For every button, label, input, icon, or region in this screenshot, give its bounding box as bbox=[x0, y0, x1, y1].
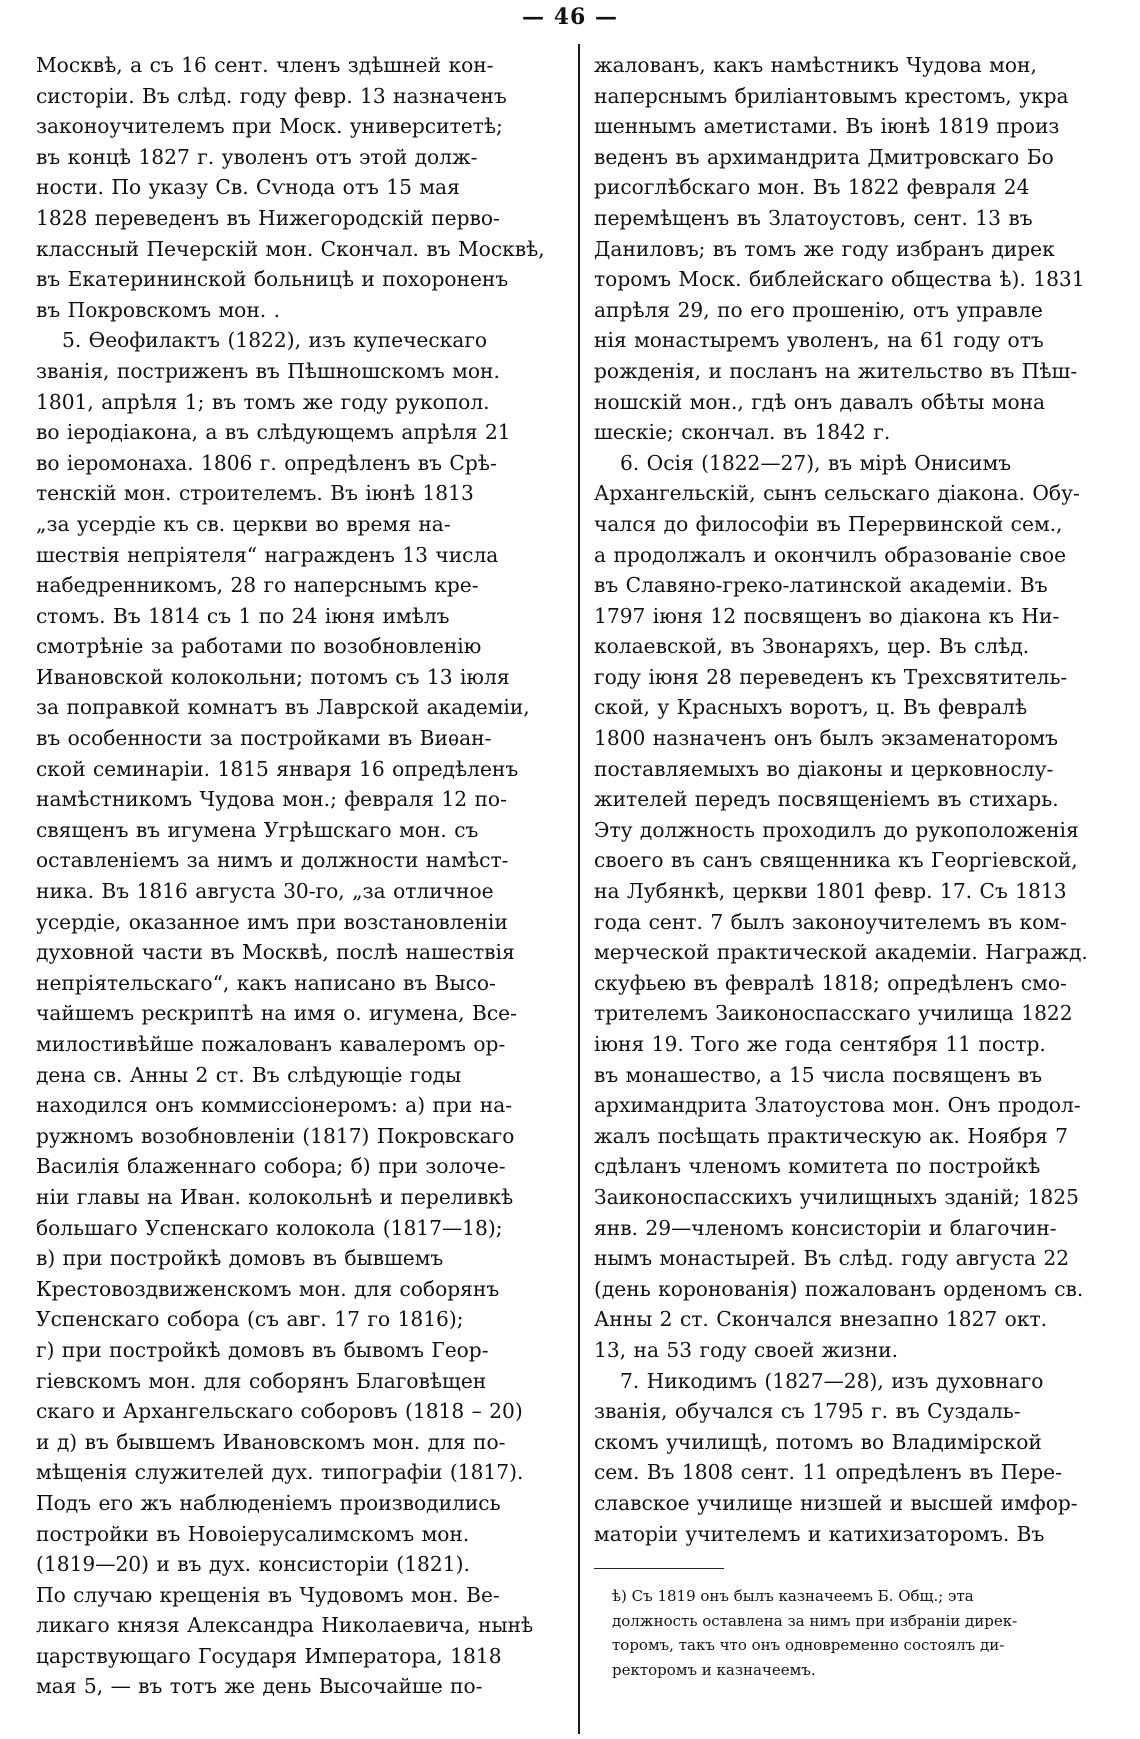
text-line: своего въ санъ священника къ Георгiевской, bbox=[594, 848, 1078, 873]
text-line: колаевской, въ Звонаряхъ, цер. Въ слѣд. bbox=[594, 634, 1030, 659]
text-line: 1801, апрѣля 1; въ томъ же году рукопол. bbox=[36, 389, 490, 414]
text-line: шеннымъ аметистами. Въ iюнѣ 1819 произ bbox=[594, 114, 1060, 139]
text-line: мерческой практической академiи. Награжд. bbox=[594, 940, 1088, 965]
text-line: духовной части въ Москвѣ, послѣ нашествiя bbox=[36, 940, 515, 965]
text-line: шествiя непрiятеля“ награжденъ 13 числа bbox=[36, 542, 499, 567]
text-line: милостивѣйше пожалованъ кавалеромъ ор- bbox=[36, 1032, 506, 1056]
text-line: Эту должность проходилъ до рукоположенiя bbox=[594, 817, 1079, 842]
text-line: за поправкой комнатъ въ Лаврской академiи, bbox=[36, 695, 530, 720]
text-line: архимандрита Златоустова мон. Онъ продол- bbox=[594, 1093, 1081, 1118]
text-line: на Лубянкѣ, церкви 1801 февр. 17. Съ 1813 bbox=[594, 879, 1067, 904]
text-line: iюня 19. Того же года сентября 11 постр. bbox=[594, 1032, 1046, 1056]
text-line: (1819—20) и въ дух. консисторiи (1821). bbox=[36, 1552, 470, 1577]
text-line: торомъ Моск. библейскаго общества ѣ). 1831 bbox=[594, 267, 1085, 292]
text-line: постройки въ Новоiерусалимскомъ мон. bbox=[36, 1521, 470, 1546]
text-line: трителемъ Заиконоспасскаго училища 1822 bbox=[594, 1001, 1073, 1026]
footnote-line: должность оставлена за нимъ при избранiи дирек- bbox=[612, 1611, 1018, 1630]
text-line: Даниловъ; въ томъ же году избранъ дирек bbox=[594, 236, 1055, 261]
text-line: священъ въ игумена Угрѣшскаго мон. съ bbox=[36, 817, 479, 842]
text-line: царствующаго Государя Императора, 1818 bbox=[36, 1643, 502, 1668]
text-line: перемѣщенъ въ Златоустовъ, сент. 13 въ bbox=[594, 205, 1033, 230]
text-line: тенскiй мон. строителемъ. Въ iюнѣ 1813 bbox=[36, 481, 474, 506]
text-line: чайшемъ рескриптѣ на имя о. игумена, Все- bbox=[36, 1001, 517, 1026]
text-line: Ивановской колокольни; потомъ съ 13 iюля bbox=[36, 664, 510, 689]
text-line: нiи главы на Иван. колокольнѣ и переливкѣ bbox=[36, 1184, 514, 1209]
footnotes bbox=[612, 1584, 1132, 1682]
footnote-line: ректоромъ и казначеемъ. bbox=[612, 1660, 816, 1679]
text-line: По случаю крещенiя въ Чудовомъ мон. Ве- bbox=[36, 1582, 500, 1607]
text-line: сдѣланъ членомъ комитета по постройкѣ bbox=[594, 1154, 1041, 1179]
text-line: Москвѣ, а съ 16 сент. членъ здѣшней кон- bbox=[36, 53, 494, 77]
text-line: „за усердiе къ св. церкви во время на- bbox=[36, 511, 451, 536]
text-line: гiевскомъ мон. для соборянъ Благовѣщен bbox=[36, 1368, 487, 1393]
text-line: скаго и Архангельскаго соборовъ (1818 – 20) bbox=[36, 1399, 523, 1424]
page-number: — 46 — bbox=[522, 4, 618, 30]
text-line: скомъ училищѣ, потомъ во Владимiрской bbox=[594, 1429, 1042, 1454]
left-column bbox=[36, 50, 564, 1702]
text-line: 5. Ѳеофилактъ (1822), изъ купеческаго bbox=[62, 328, 488, 353]
text-line: янв. 29—членомъ консисторiи и благочин- bbox=[594, 1215, 1057, 1240]
text-line: непрiятельскаго“, какъ написано въ Высо- bbox=[36, 970, 496, 995]
text-line: 1800 назначенъ онъ былъ экзаменаторомъ bbox=[594, 726, 1059, 751]
text-line: дена св. Анны 2 ст. Въ слѣдующiе годы bbox=[36, 1062, 462, 1087]
text-line: 6. Осiя (1822—27), въ мiрѣ Онисимъ bbox=[620, 450, 1012, 475]
text-line: жалъ посѣщать практическую ак. Ноября 7 bbox=[594, 1123, 1068, 1148]
text-line: во iеромонаха. 1806 г. опредѣленъ въ Срѣ- bbox=[36, 450, 497, 475]
text-line: оставленiемъ за нимъ и должности намѣст- bbox=[36, 848, 509, 873]
text-line: нiя монастыремъ уволенъ, на 61 году отъ bbox=[594, 328, 1044, 353]
text-line: ника. Въ 1816 августа 30-го, „за отличное bbox=[36, 879, 494, 904]
text-line: Успенскаго собора (съ авг. 17 го 1816); bbox=[36, 1307, 464, 1332]
text-line: Василiя блаженнаго собора; б) при золоче- bbox=[36, 1154, 506, 1179]
footnote-line: ѣ) Съ 1819 онъ былъ казначеемъ Б. Общ.; эта bbox=[612, 1587, 974, 1605]
text-line: 7. Никодимъ (1827—28), изъ духовнаго bbox=[620, 1368, 1044, 1393]
text-line: а продолжалъ и окончилъ образованiе свое bbox=[594, 542, 1067, 567]
text-line: ношскiй мон., гдѣ онъ давалъ обѣты мона bbox=[594, 389, 1046, 414]
text-line: и д) въ бывшемъ Ивановскомъ мон. для по- bbox=[36, 1429, 506, 1454]
text-line: поставляемыхъ во дiаконы и церковнослу- bbox=[594, 756, 1054, 781]
text-line: званiя, обучался съ 1795 г. въ Суздаль- bbox=[594, 1399, 1021, 1424]
text-line: въ Покровскомъ мон. . bbox=[36, 297, 281, 322]
text-line: рожденiя, и посланъ на жительство въ Пѣш- bbox=[594, 358, 1078, 383]
text-line: жалованъ, какъ намѣстникъ Чудова мон, bbox=[594, 53, 1037, 77]
text-line: апрѣля 29, по его прошенiю, отъ управле bbox=[594, 297, 1043, 322]
text-line: стомъ. Въ 1814 съ 1 по 24 iюня имѣлъ bbox=[36, 603, 450, 628]
footnote-rule bbox=[594, 1568, 724, 1569]
text-line: 1797 iюня 12 посвященъ во дiакона къ Ни- bbox=[594, 603, 1060, 628]
text-line: намѣстникомъ Чудова мон.; февраля 12 по- bbox=[36, 787, 507, 812]
text-line: ности. По указу Св. Сѵнода отъ 15 мая bbox=[36, 175, 460, 200]
text-line: славское училище низшей и высшей имфор- bbox=[594, 1490, 1078, 1515]
text-line: рисоглѣбскаго мон. Въ 1822 февраля 24 bbox=[594, 175, 1030, 200]
text-line: нымъ монастырей. Въ слѣд. году августа 22 bbox=[594, 1246, 1070, 1271]
footnote-line: торомъ, такъ что онъ одновременно состоялъ ди- bbox=[612, 1636, 1005, 1654]
text-line: чался до философiи въ Перервинской сем., bbox=[594, 511, 1063, 536]
text-line: усердiе, оказанное имъ при возстановленiи bbox=[36, 909, 508, 934]
text-line: наперснымъ брилiантовымъ крестомъ, укра bbox=[594, 83, 1069, 108]
text-line: ружномъ возобновленiи (1817) Покровскаго bbox=[36, 1123, 515, 1148]
text-line: Анны 2 ст. Скончался внезапно 1827 окт. bbox=[594, 1307, 1048, 1332]
text-line: ской семинарiи. 1815 января 16 опредѣленъ bbox=[36, 756, 519, 781]
text-line: веденъ въ архимандрита Дмитровскаго Бо bbox=[594, 144, 1054, 169]
text-line: Подъ его жъ наблюденiемъ производились bbox=[36, 1490, 501, 1515]
text-line: мая 5, — въ тотъ же день Высочайше по- bbox=[36, 1674, 483, 1699]
text-line: въ концѣ 1827 г. уволенъ отъ этой долж- bbox=[36, 144, 478, 169]
text-line: находился онъ коммиссiонеромъ: а) при на- bbox=[36, 1093, 513, 1118]
text-line: маторiи учителемъ и катихизаторомъ. Въ bbox=[594, 1521, 1045, 1546]
text-line: въ особенности за постройками въ Виѳан- bbox=[36, 726, 492, 751]
text-line: во iеродiакона, а въ слѣдующемъ апрѣля 21 bbox=[36, 420, 511, 445]
text-line: въ Екатерининской больницѣ и похороненъ bbox=[36, 267, 509, 292]
text-line: въ Славяно-греко-латинской академiи. Въ bbox=[594, 573, 1048, 598]
text-line: Крестовоздвиженскомъ мон. для соборянъ bbox=[36, 1276, 500, 1301]
text-line: в) при постройкѣ домовъ въ бывшемъ bbox=[36, 1246, 444, 1271]
text-line: шескiе; скончал. въ 1842 г. bbox=[594, 420, 891, 445]
text-line: большаго Успенскаго колокола (1817—18); bbox=[36, 1215, 503, 1240]
text-line: году iюня 28 переведенъ къ Трехсвятитель- bbox=[594, 664, 1068, 689]
text-line: (день коронованiя) пожалованъ орденомъ св. bbox=[594, 1276, 1084, 1301]
text-line: мѣщенiя служителей дух. типографiи (1817). bbox=[36, 1460, 524, 1485]
text-line: Заиконоспасскихъ училищныхъ зданiй; 1825 bbox=[594, 1184, 1079, 1209]
text-line: ской, у Красныхъ воротъ, ц. Въ февралѣ bbox=[594, 695, 1028, 720]
text-line: года сент. 7 былъ законоучителемъ въ ком- bbox=[594, 909, 1067, 934]
right-column bbox=[594, 50, 1130, 1549]
column-divider bbox=[578, 44, 580, 1734]
text-line: набедренникомъ, 28 го наперснымъ кре- bbox=[36, 573, 479, 598]
text-line: смотрѣнiе за работами по возобновленiю bbox=[36, 634, 482, 659]
text-line: классный Печерскiй мон. Скончал. въ Москвѣ, bbox=[36, 236, 545, 261]
text-line: въ монашество, а 15 числа посвященъ въ bbox=[594, 1062, 1043, 1087]
text-line: званiя, постриженъ въ Пѣшношскомъ мон. bbox=[36, 358, 500, 383]
text-line: жителей передъ посвященiемъ въ стихарь. bbox=[594, 787, 1059, 812]
text-line: законоучителемъ при Моск. университетѣ; bbox=[36, 114, 503, 139]
text-line: ликаго князя Александра Николаевича, нынѣ bbox=[36, 1613, 534, 1638]
text-line: сем. Въ 1808 сент. 11 опредѣленъ въ Пере- bbox=[594, 1460, 1062, 1485]
text-line: 13, на 53 году своей жизни. bbox=[594, 1337, 898, 1362]
text-line: 1828 переведенъ въ Нижегородскiй перво- bbox=[36, 205, 500, 230]
text-line: скуфьею въ февралѣ 1818; опредѣленъ смо- bbox=[594, 970, 1067, 995]
text-line: Архангельскiй, сынъ сельскаго дiакона. Обу- bbox=[594, 481, 1080, 506]
text-line: систорiи. Въ слѣд. году февр. 13 назначенъ bbox=[36, 83, 507, 108]
text-line: г) при постройкѣ домовъ въ бывомъ Геор- bbox=[36, 1337, 489, 1362]
